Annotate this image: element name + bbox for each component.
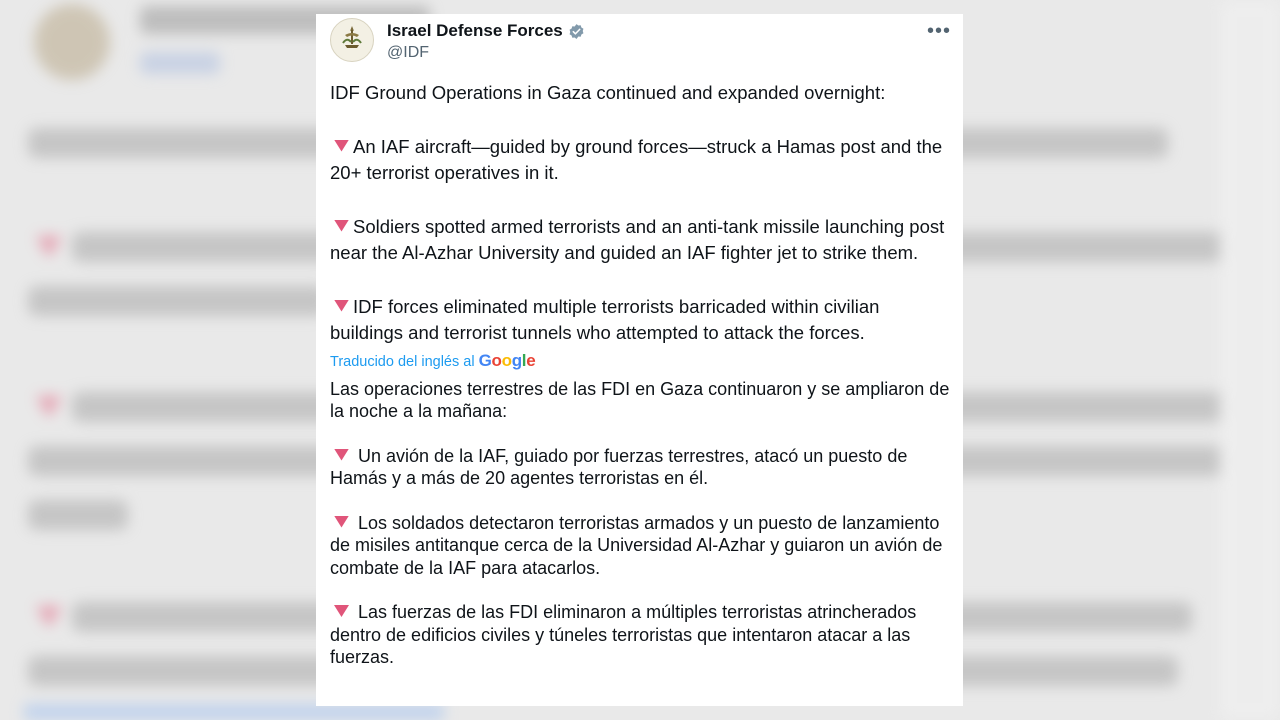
author-handle[interactable]: @IDF — [387, 44, 430, 61]
tweet-body — [330, 80, 950, 669]
tweet-bullet-text: An IAF aircraft—guided by ground forces—struck a Hamas post and the 20+ terrorist operatives in it. — [330, 135, 943, 183]
translated-bullet — [330, 512, 950, 580]
bg-triangle-blur — [36, 396, 62, 418]
bg-right-strip — [1220, 0, 1280, 720]
translated-bullet-text: Las fuerzas de las FDI eliminaron a múltiples terroristas atrincherados dentro de edificios civiles y túneles terroristas que intentaron atacar a las fuerzas. — [330, 602, 917, 667]
tweet-bullet — [330, 294, 950, 347]
author-name-row — [387, 21, 585, 41]
red-triangle-icon — [334, 516, 349, 528]
bg-handle-blur — [140, 52, 220, 74]
translated-bullet — [330, 601, 950, 669]
translated-text — [330, 378, 950, 669]
red-triangle-icon — [334, 605, 349, 617]
translated-bullet-text: Los soldados detectaron terroristas armados y un puesto de lanzamiento de misiles antitanque cerca de la Universidad Al-Azhar y guiaron un avión de combate de la IAF para atacarlos. — [330, 512, 943, 578]
translation-attribution[interactable] — [330, 351, 950, 372]
idf-emblem-icon — [337, 23, 367, 58]
tweet-bullet — [330, 214, 950, 267]
tweet-intro: IDF Ground Operations in Gaza continued and expanded overnight: — [330, 82, 886, 103]
bg-triangle-blur — [36, 606, 62, 628]
google-logo: Google — [478, 350, 536, 370]
bg-triangle-blur — [36, 236, 62, 258]
red-triangle-icon — [334, 449, 349, 461]
translated-bullet-text: Un avión de la IAF, guiado por fuerzas terrestres, atacó un puesto de Hamás y a más de 20 agentes terroristas en él. — [330, 445, 908, 488]
translated-bullet — [330, 445, 950, 490]
author-name[interactable]: Israel Defense Forces — [387, 21, 563, 40]
tweet-bullet-text: Soldiers spotted armed terrorists and an anti-tank missile launching post near the Al-Azhar University and guided an IAF fighter jet to strike them. — [330, 215, 945, 263]
translated-intro: Las operaciones terrestres de las FDI en Gaza continuaron y se ampliaron de la noche a la mañana: — [330, 378, 950, 421]
more-options-icon[interactable]: ••• — [926, 20, 951, 42]
bg-text-blur — [28, 286, 328, 316]
tweet-bullet-text: IDF forces eliminated multiple terrorists barricaded within civilian buildings and terrorist tunnels who attempted to attack the forces. — [330, 295, 880, 343]
verified-badge-icon[interactable] — [568, 23, 585, 40]
red-triangle-icon — [334, 300, 349, 312]
bg-link-blur — [24, 704, 444, 720]
tweet-header — [330, 18, 949, 74]
bg-text-blur — [28, 500, 128, 530]
red-triangle-icon — [334, 140, 349, 152]
author-avatar[interactable] — [330, 18, 374, 62]
bg-avatar-blur — [34, 4, 110, 80]
translation-label: Traducido del inglés al — [330, 353, 475, 370]
tweet-bullet — [330, 134, 950, 187]
red-triangle-icon — [334, 220, 349, 232]
tweet-card — [316, 14, 963, 706]
